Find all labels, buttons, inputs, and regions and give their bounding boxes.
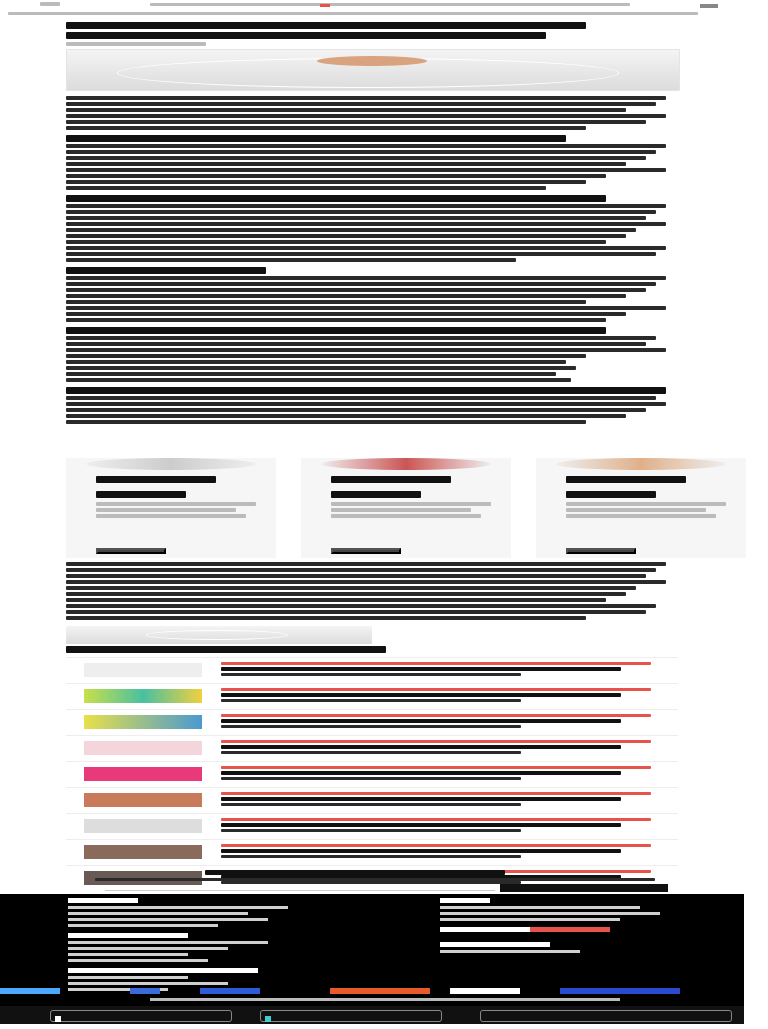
related-excerpt xyxy=(221,777,521,780)
related-excerpt xyxy=(221,829,521,832)
body-text-line xyxy=(66,252,656,256)
related-article-item[interactable] xyxy=(66,787,678,813)
product-grid xyxy=(66,458,746,558)
body-text-line xyxy=(66,420,586,424)
related-article-item[interactable] xyxy=(66,813,678,839)
related-excerpt xyxy=(221,849,621,853)
body-text-line xyxy=(66,204,666,208)
body-text-line xyxy=(66,360,566,364)
body-text-line xyxy=(66,144,666,148)
breadcrumb-text xyxy=(8,12,698,15)
section-heading xyxy=(66,135,566,142)
related-excerpt xyxy=(221,797,621,801)
related-title[interactable] xyxy=(221,766,651,769)
article xyxy=(66,18,680,426)
related-articles xyxy=(66,646,678,891)
social-icons[interactable] xyxy=(530,927,610,932)
cart-icon[interactable] xyxy=(320,4,330,7)
body-text-line xyxy=(66,180,586,184)
product-image xyxy=(321,458,491,470)
product-price xyxy=(566,491,656,498)
body-text-line xyxy=(66,96,666,100)
related-title[interactable] xyxy=(221,844,651,847)
body-text-line xyxy=(66,414,626,418)
buy-button[interactable] xyxy=(331,548,401,554)
hero-image xyxy=(66,49,680,91)
body-text-line xyxy=(66,336,656,340)
related-title[interactable] xyxy=(221,714,651,717)
related-excerpt xyxy=(221,667,621,671)
body-text-line xyxy=(66,174,606,178)
related-excerpt xyxy=(221,745,621,749)
body-text-line xyxy=(66,126,586,130)
footer-column xyxy=(440,898,670,956)
related-excerpt xyxy=(221,771,621,775)
related-thumbnail[interactable] xyxy=(84,715,202,729)
subscribe-text xyxy=(95,878,655,881)
body-text-line xyxy=(66,574,646,578)
related-excerpt xyxy=(221,725,521,728)
body-text-line xyxy=(66,318,606,322)
body-text-line xyxy=(66,562,666,566)
related-thumbnail[interactable] xyxy=(84,689,202,703)
product-card[interactable] xyxy=(536,458,746,558)
menu-icon[interactable] xyxy=(700,4,718,8)
body-text-line xyxy=(66,240,606,244)
body-text-line xyxy=(66,246,666,250)
body-text-line xyxy=(66,342,646,346)
body-text-line xyxy=(66,258,516,262)
related-thumbnail[interactable] xyxy=(84,793,202,807)
body-text-line xyxy=(66,408,646,412)
related-title[interactable] xyxy=(221,662,651,665)
body-text-line xyxy=(66,300,586,304)
product-image xyxy=(556,458,726,470)
body-text-line xyxy=(66,108,626,112)
body-text-line xyxy=(66,306,666,310)
subscribe-heading xyxy=(205,870,505,875)
body-text-line xyxy=(66,156,646,160)
body-text-line xyxy=(66,216,646,220)
section-heading xyxy=(66,195,606,202)
body-text-line xyxy=(66,568,656,572)
section-heading xyxy=(66,327,606,334)
article-body xyxy=(66,96,680,424)
article-image xyxy=(66,626,372,644)
related-excerpt xyxy=(221,673,521,676)
apple-icon xyxy=(55,1016,61,1022)
body-text-line xyxy=(66,372,556,376)
related-thumbnail[interactable] xyxy=(84,819,202,833)
body-text-line xyxy=(66,586,636,590)
logo[interactable] xyxy=(40,2,60,8)
body-text-line xyxy=(66,616,586,620)
footer-column xyxy=(68,898,298,994)
body-text-line xyxy=(66,402,666,406)
body-text-line xyxy=(66,168,666,172)
body-text-line xyxy=(66,288,646,292)
related-article-item[interactable] xyxy=(66,735,678,761)
footer xyxy=(0,894,744,1006)
related-excerpt xyxy=(221,855,521,858)
product-card[interactable] xyxy=(66,458,276,558)
related-title[interactable] xyxy=(221,818,651,821)
related-thumbnail[interactable] xyxy=(84,741,202,755)
body-text-line xyxy=(66,396,656,400)
product-name xyxy=(331,476,451,483)
body-text-line xyxy=(66,120,646,124)
body-text-line xyxy=(66,114,666,118)
related-excerpt xyxy=(221,751,521,754)
email-field[interactable] xyxy=(105,884,495,891)
body-text-line xyxy=(66,294,626,298)
body-text-line xyxy=(66,366,576,370)
body-text-line xyxy=(66,348,666,352)
product-price xyxy=(331,491,421,498)
section-heading xyxy=(66,387,666,394)
article-body-2 xyxy=(66,562,678,622)
body-text-line xyxy=(66,282,656,286)
partner-logos xyxy=(0,988,744,996)
copyright xyxy=(150,998,620,1001)
body-text-line xyxy=(66,186,546,190)
body-text-line xyxy=(66,312,626,316)
body-text-line xyxy=(66,102,656,106)
body-text-line xyxy=(66,162,626,166)
body-text-line xyxy=(66,378,571,382)
related-article-item[interactable] xyxy=(66,761,678,787)
related-article-item[interactable] xyxy=(66,657,678,683)
body-text-line xyxy=(66,604,656,608)
product-card[interactable] xyxy=(301,458,511,558)
body-text-line xyxy=(66,592,626,596)
body-text-line xyxy=(66,610,646,614)
buy-button[interactable] xyxy=(566,548,636,554)
related-title[interactable] xyxy=(221,688,651,691)
section-heading xyxy=(66,267,266,274)
subscribe-section xyxy=(0,866,744,894)
product-name xyxy=(566,476,686,483)
related-thumbnail[interactable] xyxy=(84,767,202,781)
related-heading xyxy=(66,646,386,653)
body-text-line xyxy=(66,222,666,226)
breadcrumb xyxy=(8,12,708,16)
related-excerpt xyxy=(221,699,521,702)
title-line xyxy=(66,32,546,39)
related-excerpt xyxy=(221,823,621,827)
google-play-button[interactable] xyxy=(260,1010,442,1022)
related-article-item[interactable] xyxy=(66,683,678,709)
title-line xyxy=(66,22,586,29)
body-text-line xyxy=(66,598,606,602)
body-text-line xyxy=(66,354,586,358)
product-image xyxy=(86,458,256,470)
buy-button[interactable] xyxy=(96,548,166,554)
app-store-bar xyxy=(0,1006,744,1024)
subscribe-button[interactable] xyxy=(500,884,668,892)
body-text-line xyxy=(66,276,666,280)
app-store-button[interactable] xyxy=(50,1010,232,1022)
body-text-line xyxy=(66,228,636,232)
related-thumbnail[interactable] xyxy=(84,845,202,859)
related-article-item[interactable] xyxy=(66,709,678,735)
body-text-line xyxy=(66,580,666,584)
gem-shape xyxy=(317,56,427,66)
related-title[interactable] xyxy=(221,740,651,743)
related-excerpt xyxy=(221,803,521,806)
payment-badge xyxy=(480,1010,732,1022)
date-line xyxy=(66,42,206,46)
related-thumbnail[interactable] xyxy=(84,663,202,677)
related-title[interactable] xyxy=(221,792,651,795)
product-name xyxy=(96,476,216,483)
body-text-line xyxy=(66,150,656,154)
body-text-line xyxy=(66,210,656,214)
related-article-item[interactable] xyxy=(66,839,678,865)
body-text-line xyxy=(66,234,626,238)
related-excerpt xyxy=(221,693,621,697)
product-price xyxy=(96,491,186,498)
google-play-icon xyxy=(265,1016,271,1022)
related-excerpt xyxy=(221,719,621,723)
nav-menu xyxy=(150,3,630,6)
